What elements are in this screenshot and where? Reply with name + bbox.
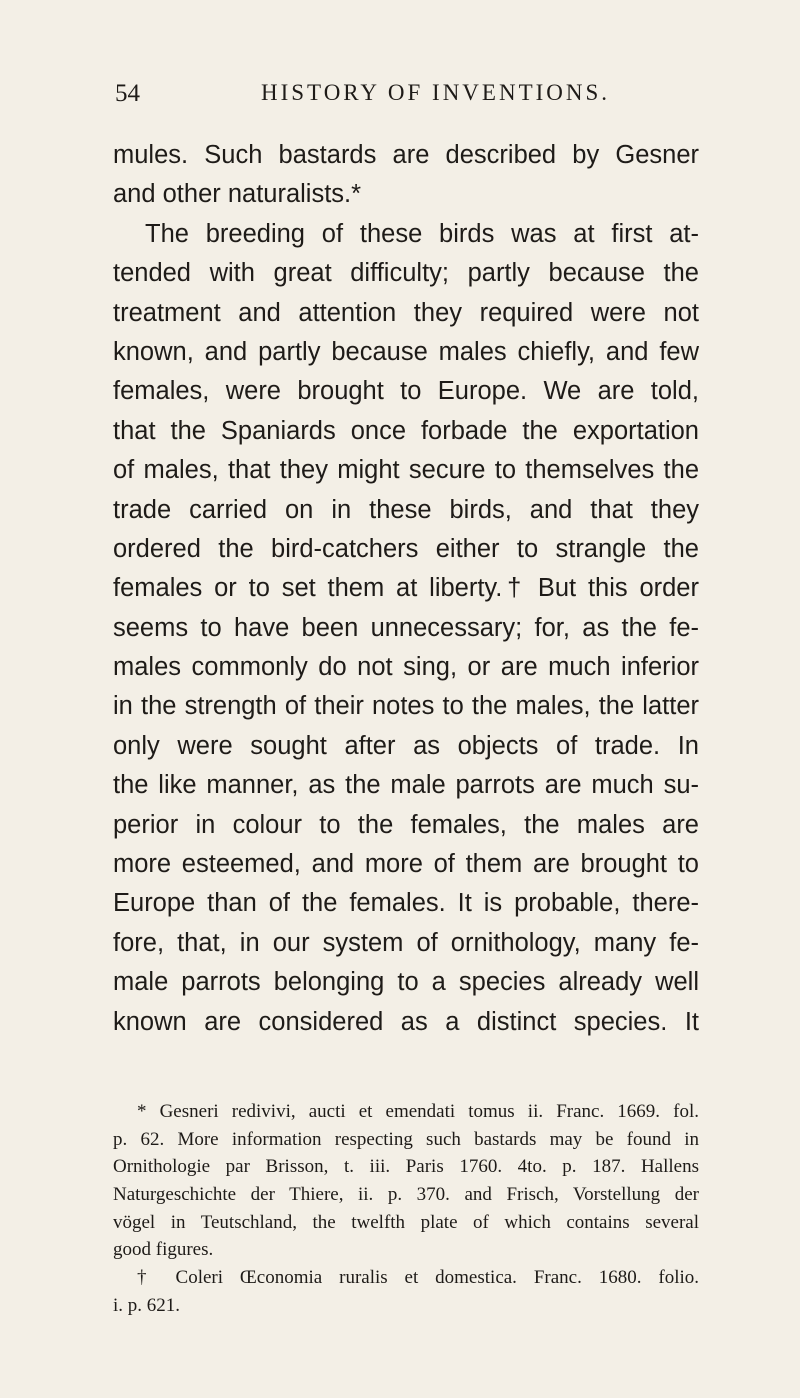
body-line: known, and partly because males chiefly, and few bbox=[113, 337, 699, 366]
body-line: mules. Such bastards are described by Gesner bbox=[113, 141, 699, 169]
body-text bbox=[113, 136, 699, 1042]
body-line: male parrots belonging to a species already well bbox=[113, 968, 699, 997]
body-line: Europe than of the females. It is probable, there- bbox=[113, 889, 699, 918]
footnote-line: vögel in Teutschland, the twelfth plate of which contains several bbox=[113, 1211, 699, 1233]
body-line: seems to have been unnecessary; for, as the fe- bbox=[113, 613, 699, 642]
body-line: males commonly do not sing, or are much inferior bbox=[113, 653, 699, 682]
body-line: females or to set them at liberty.† But this order bbox=[113, 574, 699, 603]
body-line: The breeding of these birds was at first at- bbox=[145, 219, 699, 248]
body-line: only were sought after as objects of trade. In bbox=[113, 731, 699, 760]
footnote-line: good figures. bbox=[113, 1239, 214, 1261]
footnote-line: Naturgeschichte der Thiere, ii. p. 370. and Frisch, Vorstellung der bbox=[113, 1184, 699, 1206]
body-line: more esteemed, and more of them are brought to bbox=[113, 850, 699, 879]
body-line: tended with great difficulty; partly because the bbox=[113, 259, 699, 288]
footnote-line: p. 62. More information respecting such bastards may be found in bbox=[113, 1128, 699, 1150]
footnotes bbox=[113, 1098, 699, 1320]
running-title: HISTORY OF INVENTIONS. bbox=[261, 80, 611, 105]
body-line: treatment and attention they required were not bbox=[113, 298, 699, 327]
footnote-line: i. p. 621. bbox=[113, 1294, 181, 1316]
body-line: of males, that they might secure to themselves the bbox=[113, 456, 699, 485]
footnote-line: Ornithologie par Brisson, t. iii. Paris 1760. 4to. p. 187. Hallens bbox=[113, 1156, 699, 1178]
footnote-line: * Gesneri redivivi, aucti et emendati tomus ii. Franc. 1669. fol. bbox=[137, 1101, 699, 1122]
body-line: fore, that, in our system of ornithology, many fe- bbox=[113, 928, 699, 957]
body-line: perior in colour to the females, the males are bbox=[113, 810, 699, 839]
body-line: females, were brought to Europe. We are told, bbox=[113, 377, 699, 406]
page-number: 54 bbox=[115, 80, 140, 107]
body-line: the like manner, as the male parrots are much su- bbox=[113, 771, 699, 800]
running-head bbox=[115, 80, 695, 116]
body-line: in the strength of their notes to the males, the latter bbox=[113, 692, 699, 721]
body-line: and other naturalists.* bbox=[113, 180, 362, 209]
body-line: that the Spaniards once forbade the exportation bbox=[113, 416, 699, 445]
footnote-line: † Coleri Œconomia ruralis et domestica. Franc. 1680. folio. bbox=[137, 1267, 699, 1289]
body-line: known are considered as a distinct species. It bbox=[113, 1007, 699, 1036]
body-line: trade carried on in these birds, and that they bbox=[113, 495, 699, 524]
body-line: ordered the bird-catchers either to strangle the bbox=[113, 534, 699, 563]
